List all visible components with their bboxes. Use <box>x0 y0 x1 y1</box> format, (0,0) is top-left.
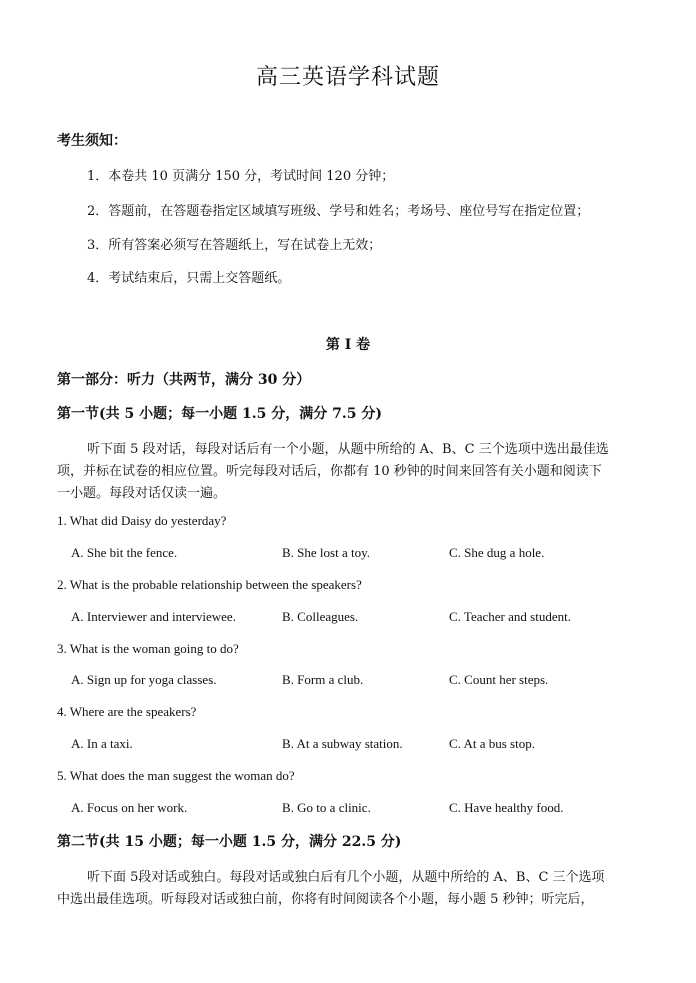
section1-instructions-line-1: 听下面 5 段对话，每段对话后有一个小题，从题中所给的 A、B、C 三个选项中选出最佳选 <box>87 442 609 457</box>
section1-heading: 第一节(共 5 小题；每一小题 1.5 分，满分 7.5 分) <box>57 406 382 422</box>
question-4-option-a: A. In a taxi. <box>71 736 133 751</box>
question-5-option-c: C. Have healthy food. <box>449 800 564 815</box>
question-1-option-b: B. She lost a toy. <box>282 545 370 560</box>
page-title: 高三英语学科试题 <box>255 65 440 90</box>
question-1-option-a: A. She bit the fence. <box>71 545 178 560</box>
question-3-option-b: B. Form a club. <box>282 672 364 687</box>
question-3-option-a: A. Sign up for yoga classes. <box>71 672 217 687</box>
question-5-option-b: B. Go to a clinic. <box>282 800 371 815</box>
question-1-option-c: C. She dug a hole. <box>449 545 545 560</box>
notice-item-3: 3．所有答案必须写在答题纸上，写在试卷上无效； <box>87 238 382 253</box>
question-1: 1. What did Daisy do yesterday? <box>57 513 227 528</box>
volume-heading: 第 I 卷 <box>325 337 371 353</box>
question-5-option-a: A. Focus on her work. <box>71 800 188 815</box>
section2-instructions-line-2: 中选出最佳选项。听每段对话或独白前，你将有时间阅读各个小题，每小题 5 秒钟；听完后， <box>57 892 594 907</box>
notice-item-4: 4．考试结束后，只需上交答题纸。 <box>87 271 291 286</box>
question-3-option-c: C. Count her steps. <box>449 672 549 687</box>
section2-heading: 第二节(共 15 小题；每一小题 1.5 分，满分 22.5 分) <box>57 834 402 850</box>
section2-instructions-line-1: 听下面 5段对话或独白。每段对话或独白后有几个小题，从题中所给的 A、B、C 三个选项 <box>87 870 605 885</box>
question-3: 3. What is the woman going to do? <box>57 641 239 656</box>
notice-heading: 考生须知： <box>57 133 127 149</box>
question-4-option-b: B. At a subway station. <box>282 736 403 751</box>
question-4-option-c: C. At a bus stop. <box>449 736 535 751</box>
question-5: 5. What does the man suggest the woman do? <box>57 768 295 783</box>
section1-instructions-line-3: 一小题。每段对话仅读一遍。 <box>57 486 227 501</box>
notice-item-2: 2．答题前，在答题卷指定区域填写班级、学号和姓名；考场号、座位号写在指定位置； <box>87 204 590 219</box>
question-2-option-a: A. Interviewer and interviewee. <box>71 609 236 624</box>
part1-heading: 第一部分：听力（共两节，满分 30 分） <box>57 372 311 388</box>
question-2-option-c: C. Teacher and student. <box>449 609 571 624</box>
question-4: 4. Where are the speakers? <box>57 704 197 719</box>
section1-instructions-line-2: 项，并标在试卷的相应位置。听完每段对话后，你都有 10 秒钟的时间来回答有关小题和阅读下 <box>57 464 602 479</box>
question-2-option-b: B. Colleagues. <box>282 609 359 624</box>
notice-item-1: 1．本卷共 10 页满分 150 分，考试时间 120 分钟； <box>87 169 395 184</box>
question-2: 2. What is the probable relationship between the speakers? <box>57 577 362 592</box>
